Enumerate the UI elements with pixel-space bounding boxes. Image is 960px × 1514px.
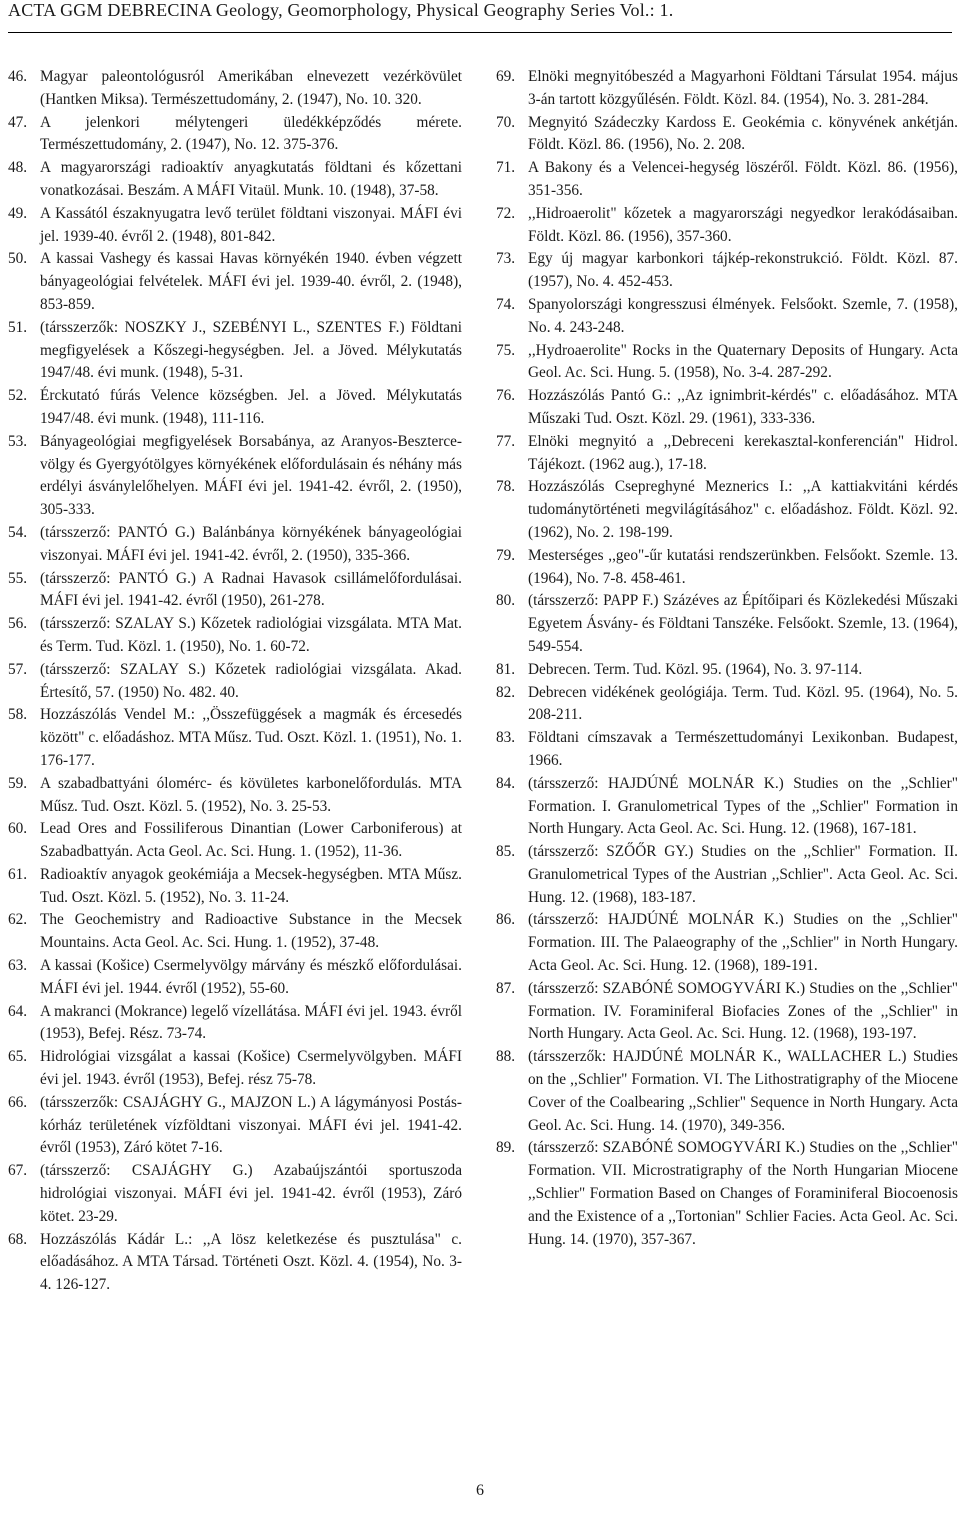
entry-text: Radioaktív anyagok geokémiája a Mecsek-hegységben. MTA Műsz. Tud. Oszt. Közl. 5. (1952), No. 3. 11-24. xyxy=(40,865,462,906)
entry-text: A jelenkori mélytengeri üledékképződés mérete. Természettudomány, 2. (1947), No. 12. 375-376. xyxy=(40,113,462,154)
entry-number: 63. xyxy=(8,957,28,975)
entry-text: A Kassától északnyugatra levő terület földtani viszonyai. MÁFI évi jel. 1939-40. évről 2. (1948), 801-842. xyxy=(40,204,462,245)
entry-text: A Bakony és a Velencei-hegység löszéről. Földt. Közl. 86. (1956), 351-356. xyxy=(528,159,958,199)
entry-text: (társszerzők: NOSZKY J., SZEBÉNYI L., SZENTES F.) Földtani megfigyelések a Kőszegi-hegységben. Jel. a Jöved. Mélykutatás 1947/48. évi munk. (1948), 5-31. xyxy=(40,318,462,382)
bibliography-entry xyxy=(496,385,958,431)
bibliography-entry xyxy=(496,248,958,294)
entry-text: Debrecen. Term. Tud. Közl. 95. (1964), No. 3. 97-114. xyxy=(528,660,863,678)
entry-number: 89. xyxy=(496,1139,516,1157)
entry-text: (társszerző: PAPP F.) Százéves az Építőipari és Közlekedési Műszaki Egyetem Ásvány- és Földtani Tanszéke. Felsőokt. Szemle, 13. (1964), 549-554. xyxy=(528,592,958,655)
bibliography-entry xyxy=(496,841,958,909)
entry-number: 49. xyxy=(8,204,28,222)
bibliography-entry xyxy=(496,294,958,340)
entry-text: Egy új magyar karbonkori tájkép-rekonstrukció. Földt. Közl. 87. (1957), No. 4. 452-453. xyxy=(528,250,958,291)
entry-number: 83. xyxy=(496,729,516,747)
entry-text: Érckutató fúrás Velence községben. Jel. a Jöved. Mélykutatás 1947/48. évi munk. (1948), 111-116. xyxy=(40,387,462,427)
entry-number: 76. xyxy=(496,387,516,405)
entry-number: 86. xyxy=(496,911,516,929)
entry-number: 84. xyxy=(496,774,516,792)
entry-number: 79. xyxy=(496,546,516,564)
bibliography-entry xyxy=(496,909,958,977)
entry-number: 64. xyxy=(8,1002,28,1020)
entry-number: 60. xyxy=(8,820,28,838)
entry-text: Bányageológiai megfigyelések Borsabánya, az Aranyos-Beszterce-völgy és Gyergyótölgyes környékének előfordulásain és néhány más erdélyi ásványlelőhelyen. MÁFI évi jel. 1941-42. évről, 2. (1950), 305-333. xyxy=(40,432,462,519)
bibliography-entry xyxy=(8,66,462,112)
entry-number: 72. xyxy=(496,204,516,222)
entry-text: (társszerzők: CSAJÁGHY G., MAJZON L.) A lágymányosi Postás-kórház területének vízföldtani viszonyai. MÁFI évi jel. 1941-42. évről (1953), Záró kötet 7-16. xyxy=(40,1093,462,1157)
bibliography-entry xyxy=(8,1001,462,1047)
bibliography-entry xyxy=(496,545,958,591)
entry-number: 69. xyxy=(496,68,516,85)
entry-number: 73. xyxy=(496,250,516,268)
left-column xyxy=(8,66,462,1297)
entry-number: 54. xyxy=(8,523,28,541)
entry-number: 85. xyxy=(496,843,516,861)
bibliography-entry xyxy=(8,864,462,910)
entry-number: 77. xyxy=(496,432,516,450)
series-header: ACTA GGM DEBRECINA Geology, Geomorphology, Physical Geography Series Vol.: 1. xyxy=(8,0,674,20)
bibliography-entry xyxy=(8,659,462,705)
entry-number: 74. xyxy=(496,295,516,313)
bibliography-entry xyxy=(8,431,462,522)
entry-text: (társszerző: SZALAY S.) Kőzetek radiológiai vizsgálata. MTA Mat. és Term. Tud. Közl. 1. (1950), No. 1. 60-72. xyxy=(40,615,462,655)
bibliography-entry xyxy=(8,704,462,772)
bibliography-entry xyxy=(8,1046,462,1092)
bibliography-entry xyxy=(496,431,958,477)
entry-number: 80. xyxy=(496,592,516,610)
bibliography-entry xyxy=(8,955,462,1001)
entry-text: A kassai (Košice) Csermelyvölgy márvány és mészkő előfordulásai. MÁFI évi jel. 1944. évről (1952), 55-60. xyxy=(40,957,462,997)
bibliography-entry xyxy=(496,1137,958,1251)
bibliography-entry xyxy=(8,1092,462,1160)
bibliography-entry xyxy=(8,112,462,158)
entry-text: Elnöki megnyitó a ,,Debreceni kerekasztal-konferencián" Hidrol. Tájékozt. (1962 aug.), 17-18. xyxy=(528,432,958,473)
entry-number: 61. xyxy=(8,865,28,883)
bibliography-entry xyxy=(8,157,462,203)
entry-text: (társszerző: SZABÓNÉ SOMOGYVÁRI K.) Studies on the ,,Schlier" Formation. IV. Foraminiferal Biofacies Zones of the ,,Schlier" in North Hungary. Acta Geol. Ac. Sci. Hung. 12. (1968), 193-197. xyxy=(528,979,958,1043)
entry-number: 81. xyxy=(496,660,516,678)
entry-number: 50. xyxy=(8,250,28,268)
entry-number: 59. xyxy=(8,774,28,792)
bibliography-entry xyxy=(496,112,958,158)
entry-text: (társszerző: HAJDÚNÉ MOLNÁR K.) Studies on the ,,Schlier" Formation. III. The Palaeography of the ,,Schlier" in North Hungary. Acta Geol. Ac. Sci. Hung. 12. (1968), 189-191. xyxy=(528,911,958,975)
entry-text: Hozzászólás Vendel M.: ,,Összefüggések a magmák és ércesedés között" c. előadáshoz. MTA Műsz. Tud. Oszt. Közl. 1. (1951), No. 1. 176-177. xyxy=(40,706,462,769)
entry-text: Hozzászólás Pantó G.: ,,Az ignimbrit-kérdés" c. előadásához. MTA Műszaki Tud. Oszt. Közl. 29. (1961), 333-336. xyxy=(528,387,958,427)
page-number: 6 xyxy=(476,1482,484,1499)
entry-text: Megnyitó Szádeczky Kardoss E. Geokémia c. könyvének ankétján. Földt. Közl. 86. (1956), No. 2. 208. xyxy=(528,113,958,154)
entry-text: A makranci (Mokrance) legelő vízellátása. MÁFI évi jel. 1943. évről (1953), Befej. Rész. 73-74. xyxy=(40,1002,462,1043)
entry-text: A kassai Vashegy és kassai Havas környékén 1940. évben végzett bányageológiai felvételek. MÁFI évi jel. 1939-40. évről, 2. (1948), 853-859. xyxy=(40,250,462,313)
entry-text: The Geochemistry and Radioactive Substance in the Mecsek Mountains. Acta Geol. Ac. Sci. Hung. 1. (1952), 37-48. xyxy=(40,911,462,952)
entry-number: 52. xyxy=(8,387,28,405)
entry-text: A szabadbattyáni ólomérc- és kövületes karbonelőfordulás. MTA Műsz. Tud. Oszt. Közl. 5. (1952), No. 3. 25-53. xyxy=(40,774,462,815)
bibliography-entry xyxy=(496,727,958,773)
entry-number: 46. xyxy=(8,68,28,85)
entry-number: 75. xyxy=(496,341,516,359)
entry-number: 78. xyxy=(496,478,516,496)
right-column xyxy=(496,66,958,1251)
entry-text: Hidrológiai vizsgálat a kassai (Košice) Csermelyvölgyben. MÁFI évi jel. 1943. évről (1953), Befej. rész 75-78. xyxy=(40,1048,462,1089)
entry-number: 56. xyxy=(8,615,28,633)
entry-text: Lead Ores and Fossiliferous Dinantian (Lower Carboniferous) at Szabadbattyán. Acta Geol. Ac. Sci. Hung. 1. (1952), 11-36. xyxy=(40,820,462,861)
entry-text: (társszerző: PANTÓ G.) Balánbánya környékének bányageológiai viszonyai. MÁFI évi jel. 1941-42. évről, 2. (1950), 335-366. xyxy=(40,523,462,564)
entry-text: (társszerző: HAJDÚNÉ MOLNÁR K.) Studies on the ,,Schlier" Formation. I. Granulometrical Types of the ,,Schlier" Formation in North Hungary. Acta Geol. Ac. Sci. Hung. 12. (1968), 167-181. xyxy=(528,774,958,838)
entry-number: 53. xyxy=(8,432,28,450)
entry-text: Elnöki megnyitóbeszéd a Magyarhoni Földtani Társulat 1954. május 3-án tartott közgyűlésén. Földt. Közl. 84. (1954), No. 3. 281-284. xyxy=(528,68,958,108)
entry-number: 51. xyxy=(8,318,28,336)
entry-text: Földtani címszavak a Természettudományi Lexikonban. Budapest, 1966. xyxy=(528,729,958,769)
entry-number: 66. xyxy=(8,1093,28,1111)
bibliography-entry xyxy=(8,613,462,659)
bibliography-entry xyxy=(496,340,958,386)
bibliography-entry xyxy=(496,659,958,682)
bibliography-entry xyxy=(496,476,958,544)
bibliography-entry xyxy=(8,1229,462,1297)
bibliography-entry xyxy=(496,978,958,1046)
entry-text: Mesterséges ,,geo"-űr kutatási rendszerünkben. Felsőokt. Szemle. 13. (1964), No. 7-8. 458-461. xyxy=(528,546,958,587)
bibliography-entry xyxy=(496,773,958,841)
bibliography-entry xyxy=(8,203,462,249)
entry-number: 55. xyxy=(8,569,28,587)
entry-text: Hozzászólás Kádár L.: ,,A lösz keletkezése és pusztulása" c. előadásához. A MTA Társad. Történeti Oszt. Közl. 4. (1954), No. 3-4. 126-127. xyxy=(40,1230,462,1294)
bibliography-entry xyxy=(496,590,958,658)
entry-text: (társszerző: SZALAY S.) Kőzetek radiológiai vizsgálata. Akad. Értesítő, 57. (1950) No. 482. 40. xyxy=(40,660,462,701)
entry-number: 48. xyxy=(8,159,28,177)
entry-text: Hozzászólás Csepreghyné Meznerics I.: ,,A kattiakvitáni kérdés tudománytörténeti megvilágításához" c. előadáshoz. Földt. Közl. 92. (1962), No. 2. 198-199. xyxy=(528,478,958,541)
bibliography-entry xyxy=(8,317,462,385)
bibliography-entry xyxy=(8,773,462,819)
entry-number: 82. xyxy=(496,683,516,701)
entry-text: (társszerző: PANTÓ G.) A Radnai Havasok csillámelőfordulásai. MÁFI évi jel. 1941-42. évről (1950), 261-278. xyxy=(40,569,462,610)
entry-number: 71. xyxy=(496,159,516,177)
entry-text: (társszerző: CSAJÁGHY G.) Azabaújszántói sportuszoda hidrológiai viszonyai. MÁFI évi jel. 1941-42. évről (1953), Záró kötet. 23-29. xyxy=(40,1162,462,1225)
bibliography-entry xyxy=(8,522,462,568)
bibliography-entry xyxy=(8,568,462,614)
entry-number: 47. xyxy=(8,113,28,131)
bibliography-entry xyxy=(8,1160,462,1228)
entry-text: (társszerző: SZŐŐR GY.) Studies on the ,,Schlier" Formation. II. Granulometrical Types of the Austrian ,,Schlier". Acta Geol. Ac. Sci. Hung. 12. (1968), 183-187. xyxy=(528,843,958,906)
entry-text: Magyar paleontológusról Amerikában elnevezett vezérkövület (Hantken Miksa). Természettudomány, 2. (1947), No. 10. 320. xyxy=(40,68,462,108)
bibliography-entry xyxy=(8,385,462,431)
bibliography-entry xyxy=(8,909,462,955)
entry-number: 88. xyxy=(496,1048,516,1066)
entry-number: 67. xyxy=(8,1162,28,1180)
bibliography-entry xyxy=(8,818,462,864)
bibliography-entry xyxy=(8,248,462,316)
entry-text: Spanyolországi kongresszusi élmények. Felsőokt. Szemle, 7. (1958), No. 4. 243-248. xyxy=(528,295,958,336)
entry-text: ,,Hidroaerolit" kőzetek a magyarországi negyedkor lerakódásaiban. Földt. Közl. 86. (1956), 357-360. xyxy=(528,204,958,245)
entry-number: 87. xyxy=(496,979,516,997)
entry-text: ,,Hydroaerolite" Rocks in the Quaternary Deposits of Hungary. Acta Geol. Ac. Sci. Hung. 5. (1958), No. 3-4. 287-292. xyxy=(528,341,958,382)
entry-number: 68. xyxy=(8,1230,28,1248)
entry-text: (társszerző: SZABÓNÉ SOMOGYVÁRI K.) Studies on the ,,Schlier" Formation. VII. Microstratigraphy of the North Hungarian Miocene ,,Schlier" Formation Based on Changes of Foraminiferal Biocoenosis and the Existence of a ,,Tortonian" Schlier Facies. Acta Geol. Ac. Sci. Hung. 14. (1970), 357-367. xyxy=(528,1139,958,1248)
entry-text: Debrecen vidékének geológiája. Term. Tud. Közl. 95. (1964), No. 5. 208-211. xyxy=(528,683,958,724)
bibliography-entry xyxy=(496,1046,958,1137)
entry-text: A magyarországi radioaktív anyagkutatás földtani és kőzettani vonatkozásai. Beszám. A MÁFI Vitaül. Munk. 10. (1948), 37-58. xyxy=(40,159,462,199)
entry-number: 70. xyxy=(496,113,516,131)
header-rule xyxy=(8,32,952,33)
bibliography-entry xyxy=(496,203,958,249)
bibliography-entry xyxy=(496,157,958,203)
entry-text: (társszerzők: HAJDÚNÉ MOLNÁR K., WALLACHER L.) Studies on the ,,Schlier" Formation. VI. The Lithostratigraphy of the Miocene Cover of the Coalbearing ,,Schlier" Sequence in North Hungary. Acta Geol. Ac. Sci. Hung. 14. (1970), 349-356. xyxy=(528,1048,958,1134)
bibliography-entry xyxy=(496,66,958,112)
entry-number: 62. xyxy=(8,911,28,929)
entry-number: 57. xyxy=(8,660,28,678)
entry-number: 58. xyxy=(8,706,28,724)
bibliography-entry xyxy=(496,682,958,728)
entry-number: 65. xyxy=(8,1048,28,1066)
